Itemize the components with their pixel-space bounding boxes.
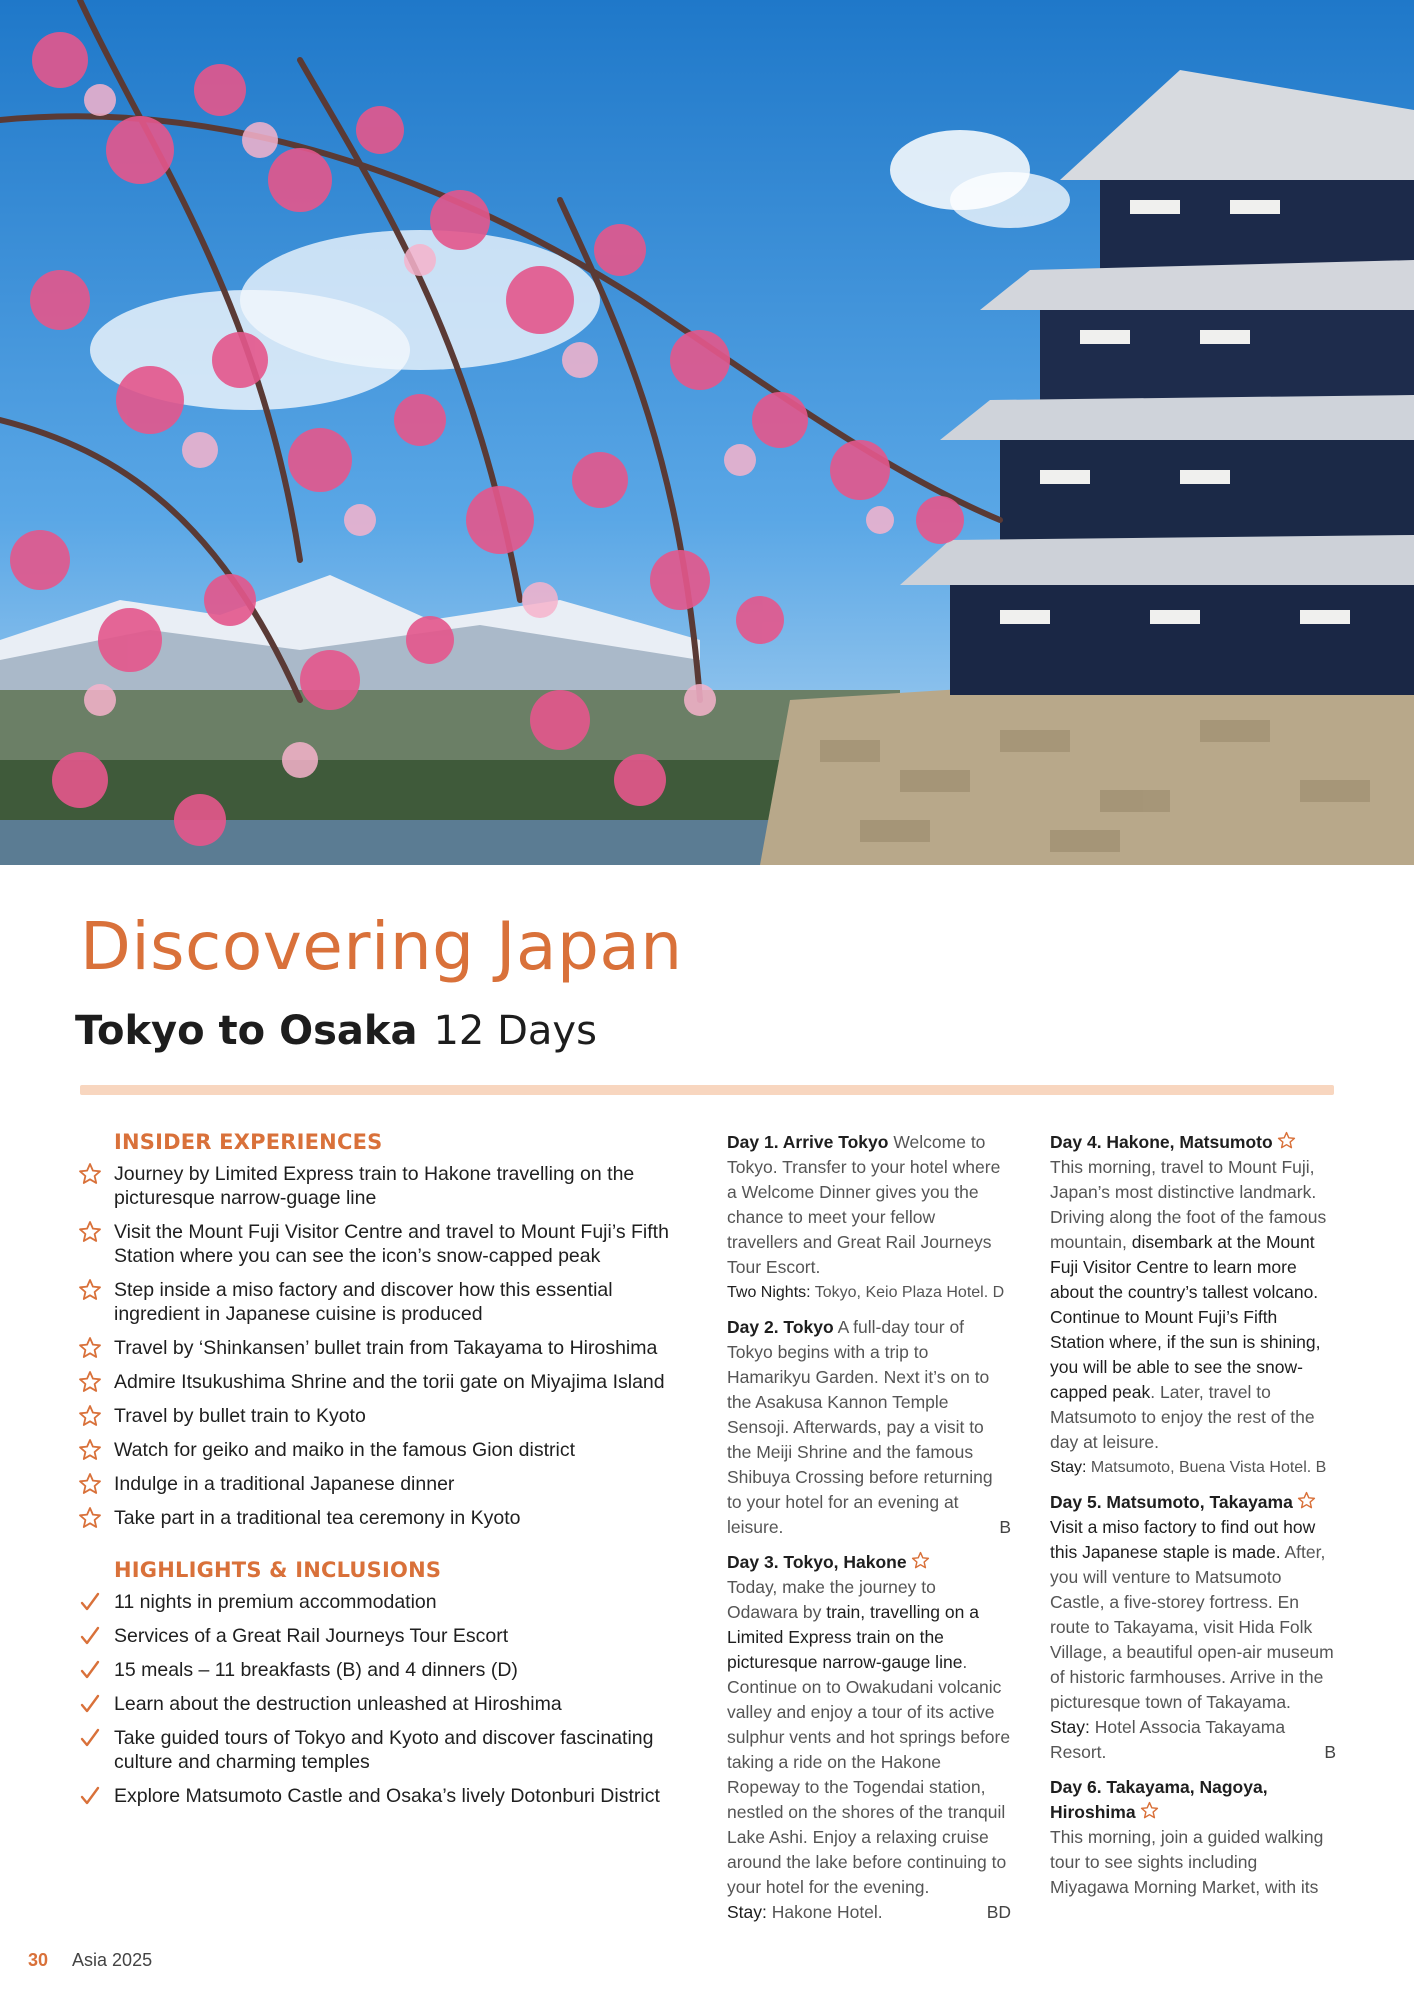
meal-code: B (1315, 1459, 1327, 1476)
list-item: Take part in a traditional tea ceremony in Kyoto (76, 1506, 696, 1530)
itinerary-day-3: Day 3. Tokyo, Hakone Today, make the journey to Odawara by train, travelling on a Limited Express train on the picturesque narrow-gauge line. Continue on to Owakudani volcanic valley and enjoy a tour of its active sulphur vents and hot springs before taking a ride on the Hakone Ropeway to the Togendai station, nestled on the shores of the tranquil Lake Ashi. Enjoy a relaxing cruise around the lake before continuing to your hotel for the evening. Stay: Hakone Hotel. BD (727, 1550, 1011, 1925)
list-item: Travel by bullet train to Kyoto (76, 1404, 696, 1428)
day-text: This morning, join a guided walking tour to see sights including Miyagawa Morning Market, with its (1050, 1827, 1324, 1897)
itinerary-column-1 (727, 1130, 1011, 1935)
itinerary-day-1 (727, 1130, 1011, 1305)
day-heading: Day 2. Tokyo (727, 1317, 834, 1337)
check-icon (78, 1624, 102, 1648)
list-item: Explore Matsumoto Castle and Osaka’s lively Dotonburi District (76, 1784, 696, 1808)
stay-line: Stay: Hakone Hotel. BD (727, 1900, 1011, 1925)
page-footer (28, 1950, 152, 1971)
star-icon (1297, 1491, 1316, 1510)
itinerary-column-2 (1050, 1130, 1336, 1910)
page-number: 30 (28, 1950, 49, 1970)
highlights-heading: HIGHLIGHTS & INCLUSIONS (114, 1558, 442, 1582)
list-item: Journey by Limited Express train to Hakone travelling on the picturesque narrow-guage line (76, 1162, 696, 1210)
stay-line: Stay: Matsumoto, Buena Vista Hotel. B (1050, 1459, 1327, 1476)
star-icon (78, 1162, 102, 1186)
list-item: Indulge in a traditional Japanese dinner (76, 1472, 696, 1496)
star-icon (78, 1472, 102, 1496)
itinerary-day-4: Day 4. Hakone, Matsumoto This morning, travel to Mount Fuji, Japan’s most distinctive landmark. Driving along the foot of the famous mountain, disembark at the Mount Fuji Visitor Centre to learn more about the country’s tallest volcano. Continue to Mount Fuji’s Fifth Station where, if the sun is shining, you will be able to see the snow-capped peak. Later, travel to Matsumoto to enjoy the rest of the day at leisure. Stay: Matsumoto, Buena Vista Hotel. B (1050, 1130, 1336, 1480)
meal-code: D (992, 1284, 1005, 1301)
day-heading: Day 1. Arrive Tokyo (727, 1132, 889, 1152)
list-item: Watch for geiko and maiko in the famous Gion district (76, 1438, 696, 1462)
castle-cherry-blossom-image (0, 0, 1414, 865)
itinerary-day-2 (727, 1315, 1011, 1540)
stay-line: Two Nights: Tokyo, Keio Plaza Hotel. D (727, 1284, 1005, 1301)
day-heading: Day 6. Takayama, Nagoya, Hiroshima (1050, 1777, 1268, 1822)
list-item: Services of a Great Rail Journeys Tour Escort (76, 1624, 696, 1648)
day-heading: Day 4. Hakone, Matsumoto (1050, 1132, 1273, 1152)
day-heading: Day 5. Matsumoto, Takayama (1050, 1492, 1293, 1512)
tour-duration: 12 Days (433, 1008, 597, 1054)
list-item: Travel by ‘Shinkansen’ bullet train from Takayama to Hiroshima (76, 1336, 696, 1360)
star-icon (1277, 1131, 1296, 1150)
list-item: Take guided tours of Tokyo and Kyoto and discover fascinating culture and charming temples (76, 1726, 696, 1774)
star-icon (78, 1438, 102, 1462)
check-icon (78, 1590, 102, 1614)
meal-code: B (1324, 1742, 1336, 1762)
star-icon (78, 1506, 102, 1530)
star-icon (78, 1278, 102, 1302)
insider-heading: INSIDER EXPERIENCES (114, 1130, 383, 1154)
brochure-label: Asia 2025 (72, 1950, 153, 1970)
insider-list (76, 1162, 696, 1530)
star-icon (78, 1336, 102, 1360)
day-heading: Day 3. Tokyo, Hakone (727, 1552, 907, 1572)
subtitle (75, 1008, 597, 1054)
day-text: Welcome to Tokyo. Transfer to your hotel where a Welcome Dinner gives you the chance to meet your fellow travellers and Great Rail Journeys Tour Escort. (727, 1132, 1001, 1277)
star-icon (78, 1404, 102, 1428)
itinerary-day-6 (1050, 1775, 1336, 1900)
list-item: Visit the Mount Fuji Visitor Centre and travel to Mount Fuji’s Fifth Station where you can see the icon’s snow-capped peak (76, 1220, 696, 1268)
meal-code: B (999, 1517, 1011, 1537)
day-text: A full-day tour of Tokyo begins with a trip to Hamarikyu Garden. Next it’s on to the Asakusa Kannon Temple Sensoji. Afterwards, pay a visit to the Meiji Shrine and the famous Shibuya Crossing before returning to your hotel for an evening at leisure. (727, 1317, 993, 1537)
experiences-column (76, 1130, 696, 1818)
itinerary-day-5: Day 5. Matsumoto, Takayama Visit a miso factory to find out how this Japanese staple is made. After, you will venture to Matsumoto Castle, a five-storey fortress. En route to Takayama, visit Hida Folk Village, a beautiful open-air museum of historic farmhouses. Arrive in the picturesque town of Takayama. Stay: Hotel Associa Takayama Resort. B (1050, 1490, 1336, 1765)
list-item: Admire Itsukushima Shrine and the torii gate on Miyajima Island (76, 1370, 696, 1394)
star-icon (78, 1220, 102, 1244)
divider (80, 1085, 1334, 1095)
stay-line: Stay: Hotel Associa Takayama Resort. B (1050, 1715, 1336, 1765)
check-icon (78, 1784, 102, 1808)
page-title: Discovering Japan (80, 908, 683, 985)
star-icon (78, 1370, 102, 1394)
highlights-list (76, 1590, 696, 1808)
list-item: Learn about the destruction unleashed at Hiroshima (76, 1692, 696, 1716)
star-icon (911, 1551, 930, 1570)
check-icon (78, 1726, 102, 1750)
star-icon (1140, 1801, 1159, 1820)
list-item: Step inside a miso factory and discover how this essential ingredient in Japanese cuisine is produced (76, 1278, 696, 1326)
list-item: 11 nights in premium accommodation (76, 1590, 696, 1614)
list-item: 15 meals – 11 breakfasts (B) and 4 dinners (D) (76, 1658, 696, 1682)
tour-route: Tokyo to Osaka (75, 1008, 418, 1054)
meal-code: BD (986, 1902, 1011, 1922)
hero-photo (0, 0, 1414, 865)
check-icon (78, 1692, 102, 1716)
check-icon (78, 1658, 102, 1682)
